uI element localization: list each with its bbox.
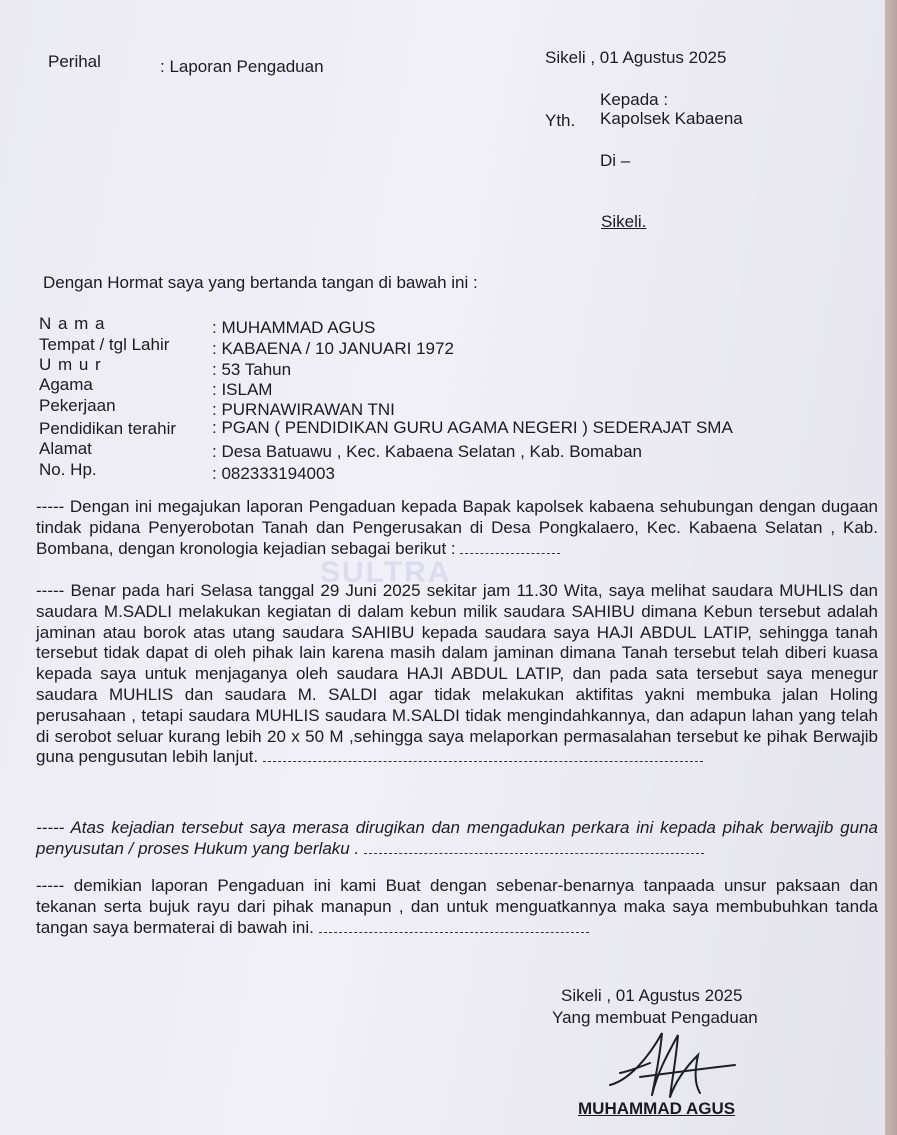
closing-role: Yang membuat Pengaduan	[552, 1008, 758, 1027]
header-place-date: Sikeli , 01 Agustus 2025	[545, 48, 727, 67]
identity-value-ttl: : KABAENA / 10 JANUARI 1972	[212, 339, 454, 358]
signer-name: MUHAMMAD AGUS	[578, 1099, 736, 1118]
identity-value-alamat: : Desa Batuawu , Kec. Kabaena Selatan , Kab. Bomaban	[212, 442, 643, 461]
paragraph-intro: ----- Dengan ini megajukan laporan Pengaduan kepada Bapak kapolsek kabaena sehubungan dengan dugaan tindak pidana Penyerobotan Tanah dan Pengerusakan di Desa Pongkalaero, Kec. Kabaena Selatan , Kab. Bombana, dengan kronologia kejadian sebagai berikut :	[36, 497, 878, 558]
closing-place-date: Sikeli , 01 Agustus 2025	[561, 986, 743, 1005]
identity-label-nama: N a m a	[39, 314, 106, 333]
perihal-label: Perihal	[48, 52, 101, 71]
di-label: Di –	[600, 151, 631, 170]
opening-line: Dengan Hormat saya yang bertanda tangan di bawah ini :	[43, 273, 478, 292]
identity-label-nohp: No. Hp.	[39, 460, 97, 479]
perihal-value: : Laporan Pengaduan	[160, 57, 324, 76]
identity-value-pendidikan: : PGAN ( PENDIDIKAN GURU AGAMA NEGERI ) SEDERAJAT SMA	[212, 418, 733, 437]
fill-dashes	[364, 853, 704, 854]
identity-label-pendidikan: Pendidikan terahir	[39, 419, 177, 438]
paragraph-closing: ----- demikian laporan Pengaduan ini kami Buat dengan sebenar-benarnya tanpaada unsur paksaan dan tekanan serta bujuk rayu dari pihak manapun , dan untuk menguatkannya maka saya membubuhkan tanda tangan saya bermaterai di bawah ini.	[36, 876, 878, 937]
identity-label-agama: Agama	[39, 375, 93, 394]
identity-value-umur: : 53 Tahun	[212, 360, 292, 379]
fill-dashes	[263, 761, 703, 762]
identity-value-pekerjaan: : PURNAWIRAWAN TNI	[212, 400, 395, 419]
recipient: Kapolsek Kabaena	[600, 109, 743, 128]
watermark: SULTRA	[320, 556, 452, 589]
identity-label-pekerjaan: Pekerjaan	[39, 396, 116, 415]
identity-label-ttl: Tempat / tgl Lahir	[39, 335, 170, 354]
paragraph-claim: ----- Atas kejadian tersebut saya merasa dirugikan dan mengadukan perkara ini kepada pihak berwajib guna penyusutan / proses Hukum yang berlaku .	[36, 818, 878, 858]
identity-value-nama: : MUHAMMAD AGUS	[212, 318, 376, 337]
identity-value-nohp: : 082333194003	[212, 464, 335, 483]
paragraph-chronology: ----- Benar pada hari Selasa tanggal 29 Juni 2025 sekitar jam 11.30 Wita, saya melihat saudara MUHLIS dan saudara M.SADLI melakukan kegiatan di dalam kebun milik saudara SAHIBU dimana Kebun tersebut adalah jaminan atau borok atas utang saudara SAHIBU kepada saudara saya HAJI ABDUL LATIP, sehingga tanah tersebut tidak dapat di oleh pihak lain karena masih dalam jaminan dimana Tanah tersebut telah diberi kuasa kepada saya untuk menjaganya oleh saudara HAJI ABDUL LATIP, dan pada sata tersebut saya menegur saudara MUHLIS dan saudara M. SALDI agar tidak melakukan aktifitas yakni membuka jalan Holing perusahaan , tetapi saudara MUHLIS saudara M.SALDI tidak mengindahkannya, dan adapun lahan yang telah di serobot seluar kurang lebih 20 x 50 M ,sehingga saya melaporkan permasalahan tersebut ke pihak Berwajib guna pengusutan lebih lanjut.	[36, 581, 878, 767]
signature-icon	[600, 1025, 740, 1105]
yth-label: Yth.	[545, 111, 576, 130]
identity-label-umur: U m u r	[39, 355, 102, 374]
paper-edge	[885, 0, 897, 1135]
identity-value-agama: : ISLAM	[212, 380, 273, 399]
fill-dashes	[319, 932, 589, 933]
kepada-label: Kepada :	[600, 90, 669, 109]
identity-label-alamat: Alamat	[39, 439, 92, 458]
fill-dashes	[460, 553, 560, 554]
recipient-city: Sikeli.	[601, 212, 647, 231]
